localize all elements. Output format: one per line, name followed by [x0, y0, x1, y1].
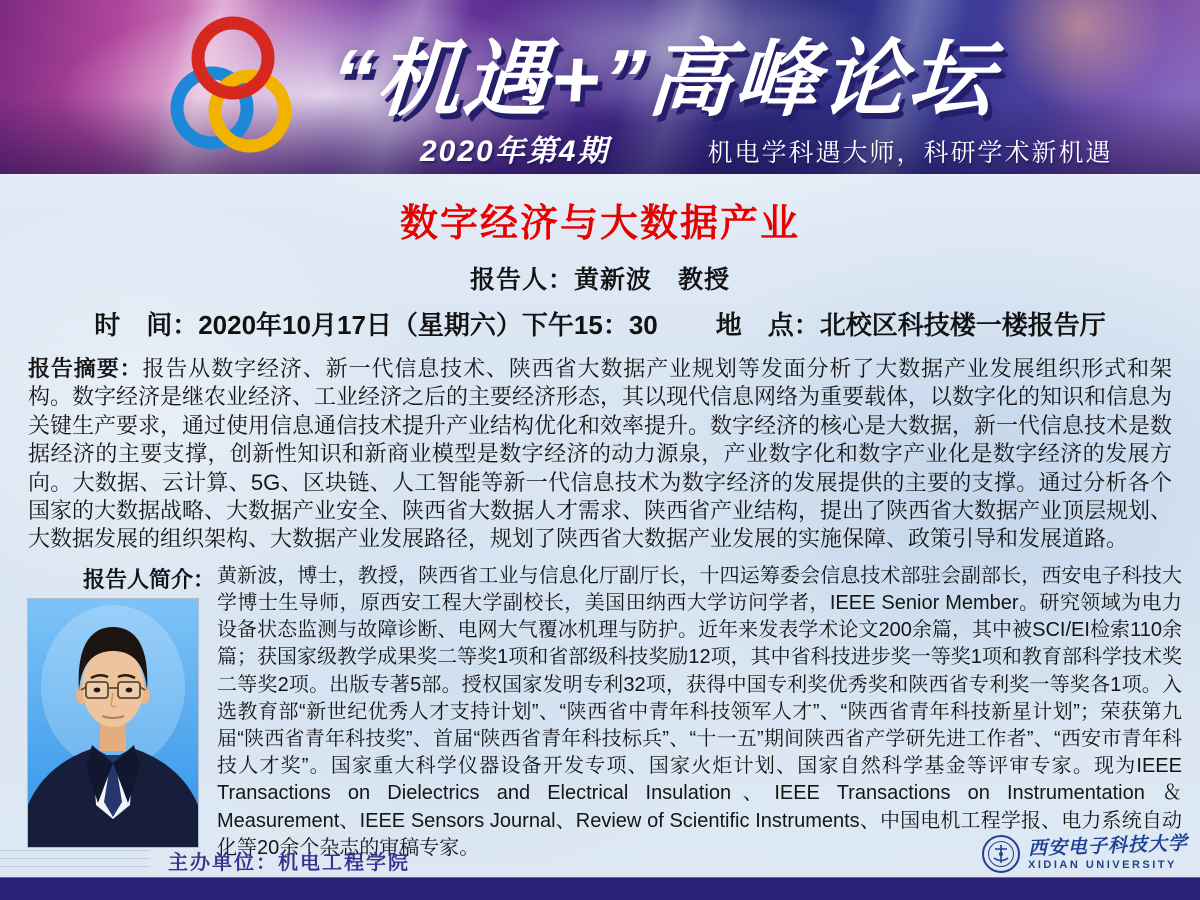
- university-name-block: [1027, 832, 1189, 872]
- bottom-navy-bar: [0, 877, 1200, 900]
- university-logo: [981, 834, 1188, 874]
- abstract-label: 报告摘要：: [28, 356, 143, 381]
- lecture-title: 数字经济与大数据产业: [399, 203, 800, 245]
- bio-left-column: [28, 563, 217, 847]
- abstract-text: 报告从数字经济、新一代信息技术、陕西省大数据产业规划等发面分析了大数据产业发展组织形式和架构。数字经济是继农业经济、工业经济之后的主要经济形态，其以现代信息网络为重要载体，以数字化的知识和信息为关键生产要求，通过使用信息通信技术提升产业结构优化和效率提升。数字经济的核心是大数据，新一代信息技术是数据经济的主要支撑，创新性知识和新商业模型是数字经济的动力源泉，产业数字化和数字产业化是数字经济的发展方向。大数据、云计算、5G、区块链、人工智能等新一代信息技术为数字经济的发展提供的主要的支撑。通过分析各个国家的大数据战略、大数据产业安全、陕西省大数据人才需求、陕西省产业结构，提出了陕西省大数据产业顶层规划、大数据发展的组织架构、大数据产业发展路径，规划了陕西省大数据产业发展的实施保障、政策引导和发展道路。: [28, 356, 1173, 552]
- forum-rings-logo-icon: [170, 16, 292, 156]
- banner: [0, 0, 1200, 176]
- speaker-line: 报告人：黄新波 教授: [469, 266, 730, 294]
- university-name-en: XIDIAN UNIVERSITY: [1027, 859, 1177, 872]
- poster-body: [0, 176, 1200, 878]
- banner-tagline: 机电学科遇大师，科研学术新机遇: [707, 139, 1113, 167]
- bio-section: [28, 563, 1182, 862]
- banner-subrow: [420, 126, 1112, 170]
- university-name-cn: 西安电子科技大学: [1027, 832, 1189, 860]
- place-label: 地 点：北校区科技楼一楼报告厅: [715, 310, 1106, 340]
- footer-decor-lines: [0, 850, 150, 872]
- bio-label: 报告人简介：: [82, 566, 215, 592]
- bio-text: 黄新波，博士，教授，陕西省工业与信息化厅副厅长，十四运筹委会信息技术部驻会副部长，西安电子科技大学博士生导师，原西安工程大学副校长，美国田纳西大学访问学者，IEEE Senior Member。研究领域为电力设备状态监测与故障诊断、电网大气覆冰机理与防护。近年来发表学术论文200余篇，其中被SCI/EI检索110余篇；获国家级教学成果奖二等奖1项和省部级科技奖励12项，其中省科技进步奖一等奖1项和教育部科学技术奖二等奖2项。出版专著5部。授权国家发明专利32项，获得中国专利奖优秀奖和陕西省专利奖一等奖各1项。入选教育部“新世纪优秀人才支持计划”、“陕西省中青年科技领军人才”、“陕西省青年科技新星计划”；荣获第九届“陕西省青年科技奖”、首届“陕西省青年科技标兵”、“十一五”期间陕西省产学研先进工作者”、“西安市青年科技人才奖”。国家重大科学仪器设备开发专项、国家火炬计划、国家自然科学基金等评审专家。现为IEEE Transactions on Dielectrics and Electrical Insulation、IEEE Transactions on Instrumentation ＆ Measurement、IEEE Sensors Journal、Review of Scientific Instruments、中国电机工程学报、电力系统自动化等20余个杂志的审稿专家。: [217, 564, 1182, 859]
- xidian-university-seal-icon: [981, 834, 1021, 874]
- abstract-paragraph: [28, 355, 1172, 554]
- issue-label: 2020年第4期: [420, 135, 610, 168]
- speaker-photo: [28, 599, 198, 847]
- forum-title: “机遇+”高峰论坛: [328, 32, 999, 126]
- time-label: 时 间：2020年10月17日（星期六）下午15：30: [94, 310, 658, 340]
- organizer-label: 主办单位：机电工程学院: [168, 852, 410, 874]
- time-place-row: [0, 305, 1200, 342]
